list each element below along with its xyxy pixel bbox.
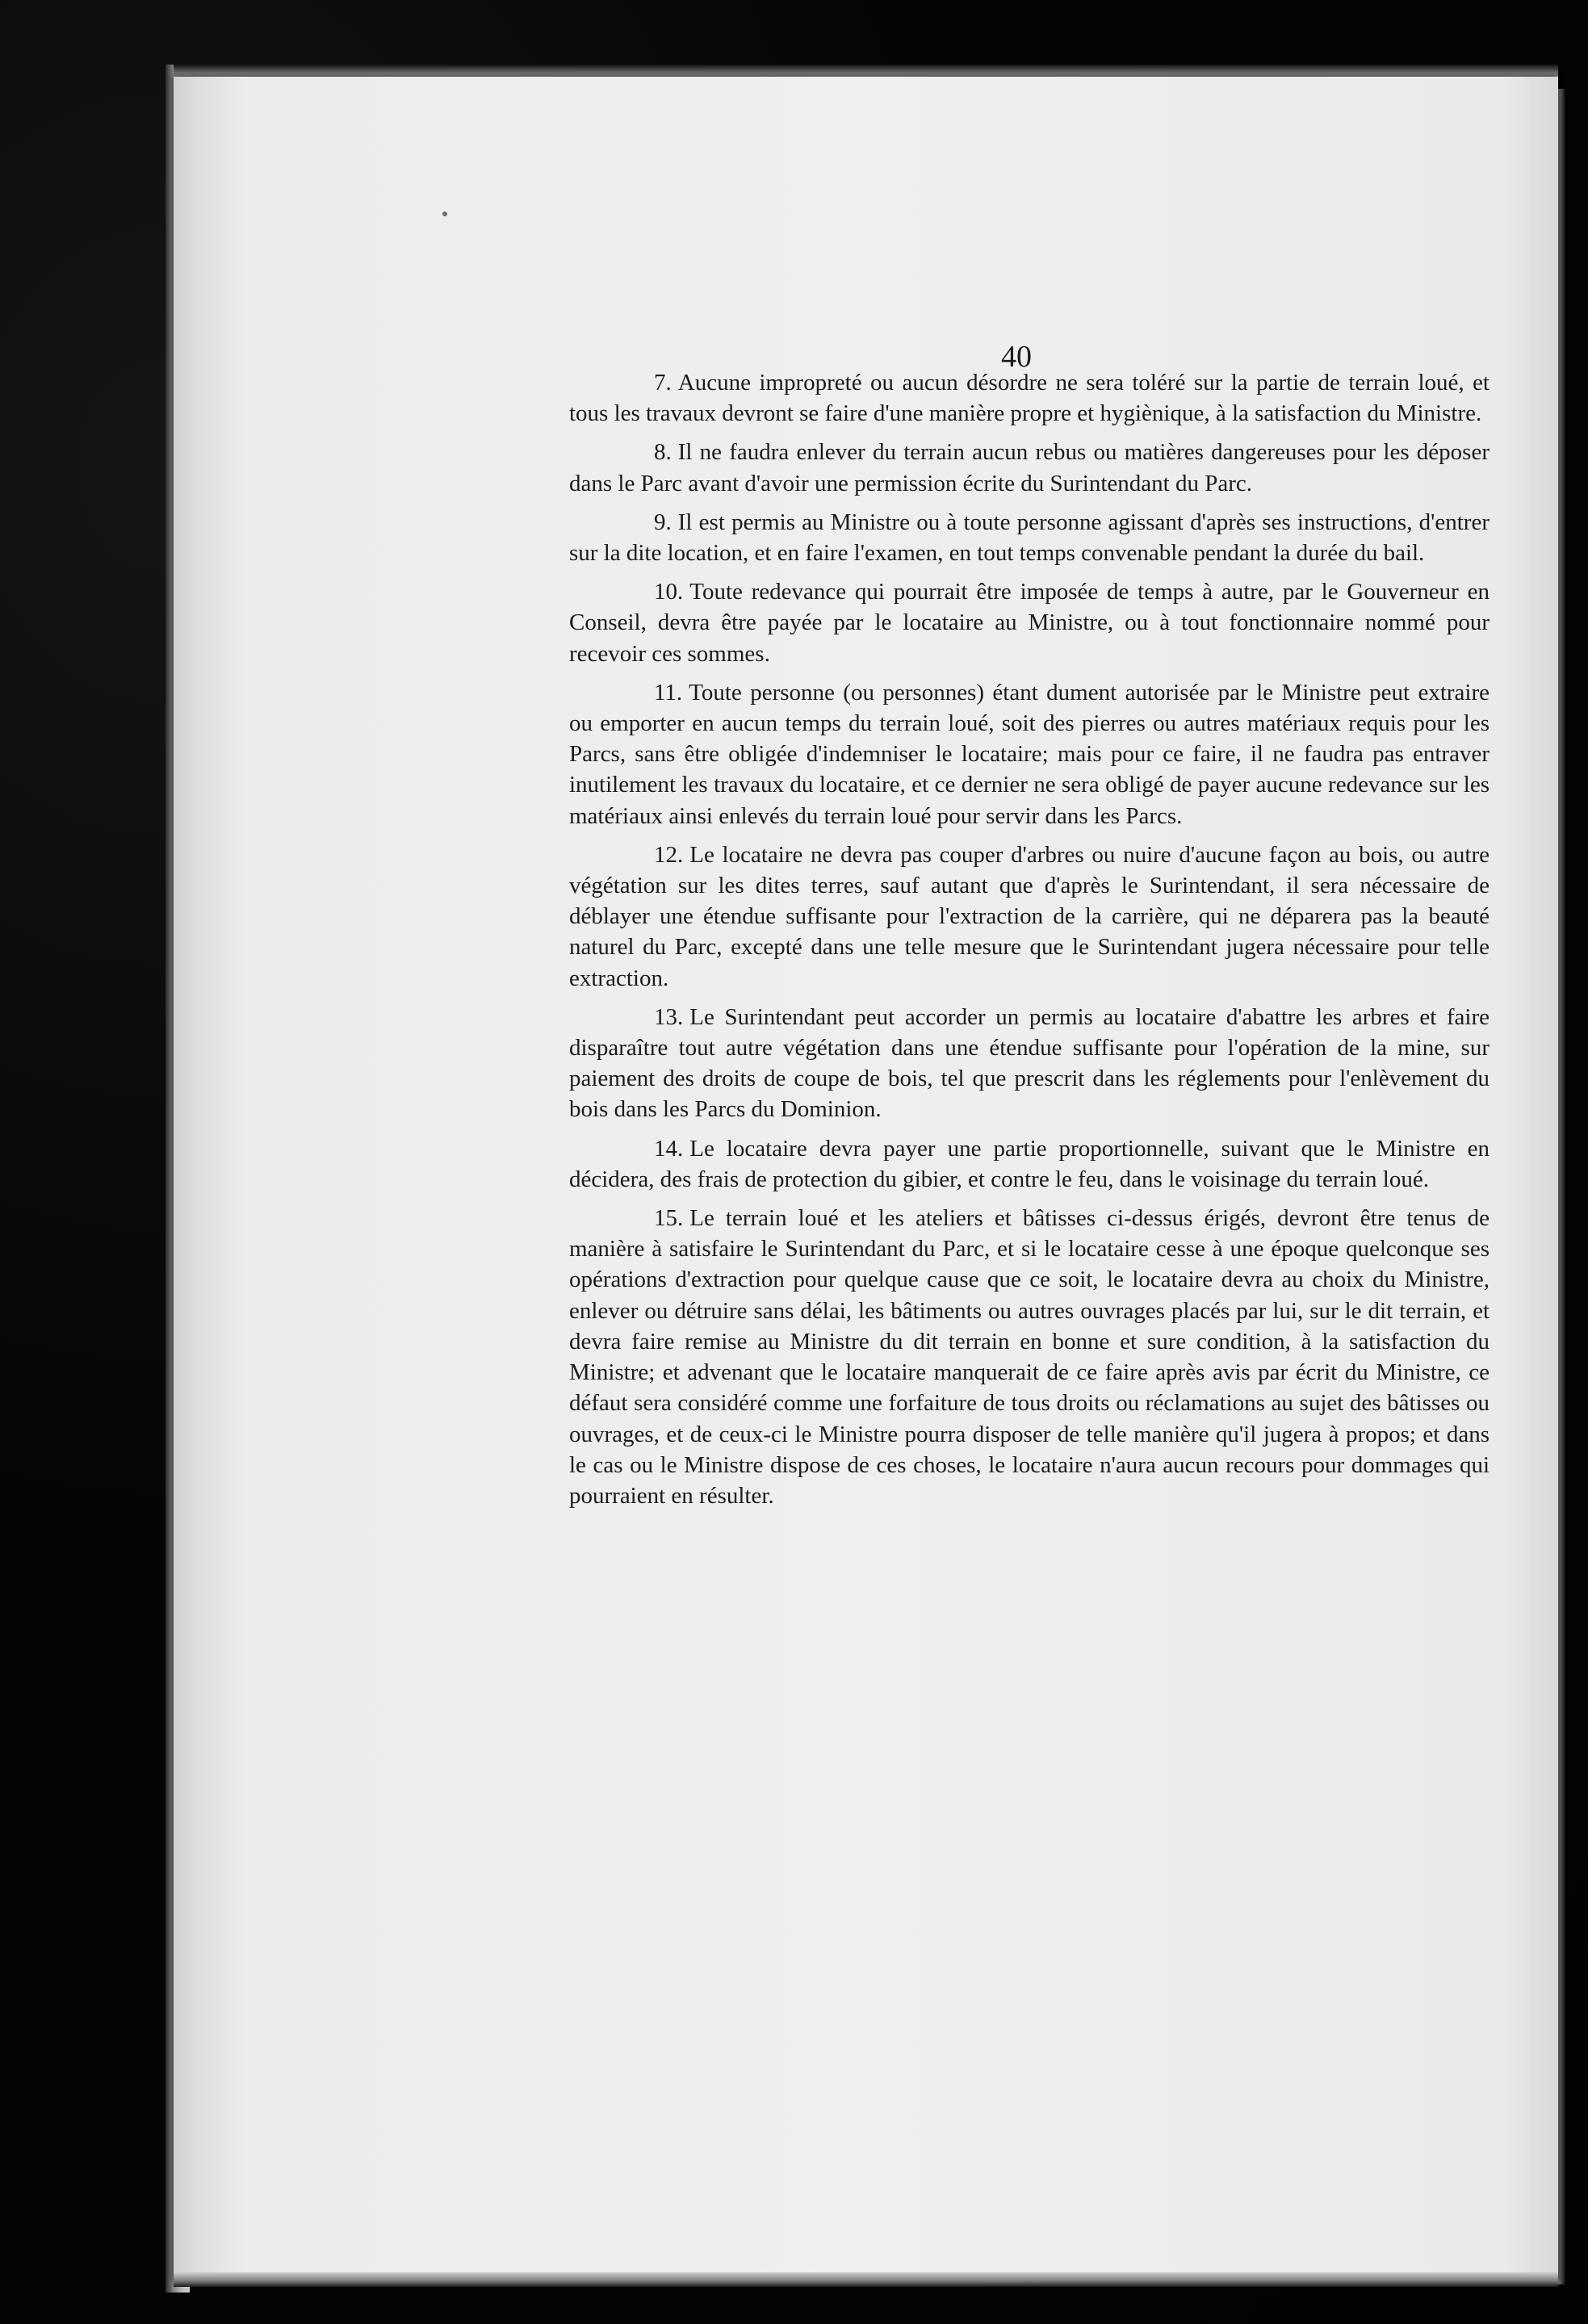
document-body [569, 367, 1490, 1519]
article-8 [569, 437, 1490, 498]
article-text: Toute personne (ou personnes) étant dument autorisée par le Ministre peut extraire ou emporter en aucun temps du terrain loué, soit des pierres ou autres matériaux requis pour les Parcs, sans être obligée d'indemniser le locataire; mais pour ce faire, il ne faudra pas entraver inutilement les travaux du locataire, et ce dernier ne sera obligé de payer aucune redevance sur les matériaux ainsi enlevés du terrain loué pour servir dans les Parcs. [569, 679, 1490, 829]
article-text: Le locataire ne devra pas couper d'arbres ou nuire d'aucune façon au bois, ou autre végétation sur les dites terres, sauf autant que d'après le Surintendant, il sera nécessaire de déblayer une étendue suffisante pour l'extraction de la carrière, qui ne déparera pas la beauté naturel du Parc, excepté dans une telle mesure que le Surintendant jugera nécessaire pour telle extraction. [569, 841, 1490, 991]
article-15 [569, 1203, 1490, 1511]
article-text: Toute redevance qui pourrait être imposée de temps à autre, par le Gouverneur en Conseil, devra être payée par le locataire au Ministre, ou à tout fonctionnaire nommé pour recevoir ces sommes. [569, 579, 1490, 667]
article-number: 8. [654, 439, 672, 466]
article-10 [569, 576, 1490, 669]
article-text: Le locataire devra payer une partie proportionnelle, suivant que le Ministre en décidera, des frais de protection du gibier, et contre le feu, dans le voisinage du terrain loué. [569, 1135, 1490, 1192]
article-11 [569, 677, 1490, 831]
article-text: Aucune impropreté ou aucun désordre ne sera toléré sur la partie de terrain loué, et tous les travaux devront se faire d'une manière propre et hygiènique, à la satisfaction du Ministre. [569, 370, 1490, 427]
article-14 [569, 1133, 1490, 1195]
dust-speck [442, 211, 447, 216]
article-number: 7. [654, 370, 672, 396]
article-number: 15. [654, 1205, 684, 1232]
article-number: 13. [654, 1003, 684, 1030]
article-12 [569, 840, 1490, 994]
article-text: Il est permis au Ministre ou à toute personne agissant d'après ses instructions, d'entrer sur la dite location, et en faire l'examen, en tout temps convenable pendant la durée du bail. [569, 509, 1490, 567]
article-number: 14. [654, 1135, 684, 1162]
page-bottom-edge [174, 2272, 1558, 2287]
article-text: Il ne faudra enlever du terrain aucun rebus ou matières dangereuses pour les déposer dans le Parc avant d'avoir une permission écrite du Surintendant du Parc. [569, 439, 1490, 496]
article-number: 9. [654, 509, 672, 535]
article-text: Le Surintendant peut accorder un permis au locataire d'abattre les arbres et faire disparaître tout autre végétation dans une étendue suffisante pour l'opération de la mine, sur paiement des droits de coupe de bois, tel que prescrit dans les réglements pour l'enlèvement du bois dans les Parcs du Dominion. [569, 1003, 1490, 1123]
article-13 [569, 1002, 1490, 1125]
article-text: Le terrain loué et les ateliers et bâtisses ci-dessus érigés, devront être tenus de manière à satisfaire le Surintendant du Parc, et si le locataire cesse à une époque quelconque ses opérations d'extraction pour quelque cause que ce soit, le locataire devra au choix du Ministre, enlever ou détruire sans délai, les bâtiments ou autres ouvrages placés par lui, sur le dit terrain, et devra faire remise au Ministre du dit terrain en bonne et sure condition, à la satisfaction du Ministre; et advenant que le locataire manquerait de ce faire après avis par écrit du Ministre, ce défaut sera considéré comme une forfaiture de tous droits ou réclamations au sujet des bâtisses ou ouvrages, et de ceux-ci le Ministre pourra disposer de telle manière qu'il jugera à propos; et dans le cas ou le Ministre dispose de ces choses, le locataire n'aura aucun recours pour dommages qui pourraient en résulter. [569, 1205, 1490, 1509]
article-7 [569, 367, 1490, 429]
article-number: 10. [654, 579, 684, 605]
page-number: 40 [1001, 340, 1032, 374]
article-number: 12. [654, 841, 684, 868]
article-9 [569, 507, 1490, 568]
article-number: 11. [654, 679, 683, 706]
